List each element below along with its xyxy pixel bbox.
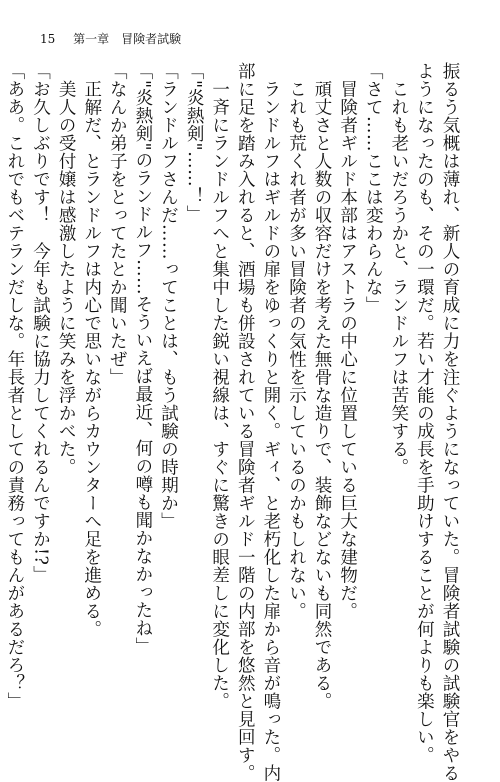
text-line: これも荒くれ者が多い冒険者の気性を示しているのかもしれない。: [286, 62, 307, 620]
text-line: 「なんか弟子をとってたとか聞いたぜ」: [107, 62, 128, 386]
text-line: 「さて……ここは変わらんな」: [363, 62, 384, 314]
text-line: ようになったのも、その一環だ。若い才能の成長を手助けすることが何よりも楽しい。: [414, 62, 435, 764]
text-line: 「お久しぶりです！ 今年も試験に協力してくれるんですか!?」: [30, 62, 51, 584]
text-line: 正解だ、とランドルフは内心で思いながらカウンターへ足を進める。: [81, 62, 102, 638]
text-line: 「ランドルフさんだ……ってことは、もう試験の時期か」: [158, 62, 179, 530]
text-line: 部に足を踏み入れると、酒場も併設されている冒険者ギルド一階の内部を悠然と見回す。: [235, 62, 256, 782]
chapter-title: 第一章 冒険者試験: [73, 32, 182, 46]
text-line: 「"炎熱剣"のランドルフ……そういえば最近、何の噂も聞かなかったね」: [132, 62, 153, 656]
text-line: ランドルフはギルドの扉をゆっくりと開く。ギィ、と老朽化した扉から音が鳴った。内: [260, 62, 281, 782]
body-text: [1, 62, 462, 782]
page-number: 15: [40, 32, 56, 46]
text-line: 「ああ。これでもベテランだしな。年長者としての責務ってもんがあるだろ？」: [4, 62, 25, 710]
text-line: 冒険者ギルド本部はアストラの中心に位置している巨大な建物だ。: [337, 62, 358, 620]
text-line: これも老いだろうかと、ランドルフは苦笑する。: [388, 62, 409, 476]
running-header: [40, 30, 181, 47]
text-line: 美人の受付嬢は感激したように笑みを浮かべた。: [56, 62, 77, 476]
text-line: 頑丈さと人数の収容だけを考えた無骨な造りで、装飾などないも同然である。: [312, 62, 333, 710]
text-line: 一斉にランドルフへと集中した鋭い視線は、すぐに驚きの眼差しに変化した。: [209, 62, 230, 710]
text-line: 振るう気概は薄れ、新人の育成に力を注ぐようになっていた。冒険者試験の試験官をやる: [440, 62, 460, 782]
text-line: 「"炎熱剣"……！」: [184, 62, 205, 224]
